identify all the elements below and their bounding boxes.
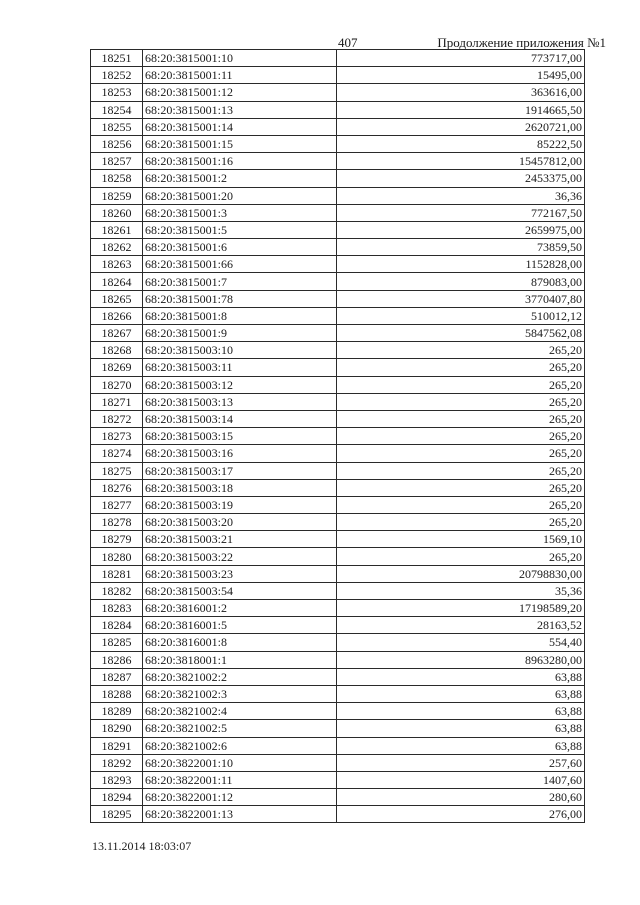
value-cell: 5847562,08 [337, 325, 585, 342]
table-row [91, 118, 585, 135]
page-number: 407 [338, 35, 358, 50]
value-cell: 17198589,20 [337, 600, 585, 617]
cadastral-number-cell: 68:20:3816001:5 [143, 617, 337, 634]
cadastral-number-cell: 68:20:3815003:17 [143, 462, 337, 479]
table-row [91, 153, 585, 170]
cadastral-number-cell: 68:20:3815003:22 [143, 548, 337, 565]
row-number-cell: 18257 [91, 153, 143, 170]
row-number-cell: 18295 [91, 806, 143, 823]
cadastral-number-cell: 68:20:3815001:20 [143, 187, 337, 204]
row-number-cell: 18274 [91, 445, 143, 462]
table-row [91, 496, 585, 513]
value-cell: 1152828,00 [337, 256, 585, 273]
row-number-cell: 18262 [91, 239, 143, 256]
row-number-cell: 18261 [91, 221, 143, 238]
row-number-cell: 18269 [91, 359, 143, 376]
table-row [91, 789, 585, 806]
table-row [91, 548, 585, 565]
row-number-cell: 18259 [91, 187, 143, 204]
cadastral-number-cell: 68:20:3821002:5 [143, 720, 337, 737]
value-cell: 28163,52 [337, 617, 585, 634]
value-cell: 20798830,00 [337, 565, 585, 582]
table-row [91, 754, 585, 771]
table-row [91, 376, 585, 393]
cadastral-number-cell: 68:20:3815003:54 [143, 582, 337, 599]
value-cell: 3770407,80 [337, 290, 585, 307]
row-number-cell: 18271 [91, 393, 143, 410]
table-row [91, 428, 585, 445]
row-number-cell: 18272 [91, 410, 143, 427]
row-number-cell: 18285 [91, 634, 143, 651]
table-row [91, 221, 585, 238]
row-number-cell: 18281 [91, 565, 143, 582]
value-cell: 773717,00 [337, 50, 585, 67]
value-cell: 35,36 [337, 582, 585, 599]
table-row [91, 651, 585, 668]
row-number-cell: 18290 [91, 720, 143, 737]
cadastral-number-cell: 68:20:3815003:11 [143, 359, 337, 376]
cadastral-number-cell: 68:20:3815001:10 [143, 50, 337, 67]
cadastral-number-cell: 68:20:3815003:16 [143, 445, 337, 462]
row-number-cell: 18276 [91, 479, 143, 496]
row-number-cell: 18254 [91, 101, 143, 118]
table-row [91, 50, 585, 67]
value-cell: 265,20 [337, 462, 585, 479]
value-cell: 2620721,00 [337, 118, 585, 135]
cadastral-number-cell: 68:20:3815003:10 [143, 342, 337, 359]
table-row [91, 668, 585, 685]
row-number-cell: 18280 [91, 548, 143, 565]
row-number-cell: 18251 [91, 50, 143, 67]
row-number-cell: 18293 [91, 771, 143, 788]
row-number-cell: 18263 [91, 256, 143, 273]
cadastral-number-cell: 68:20:3822001:11 [143, 771, 337, 788]
table-row [91, 565, 585, 582]
row-number-cell: 18256 [91, 135, 143, 152]
row-number-cell: 18289 [91, 703, 143, 720]
row-number-cell: 18270 [91, 376, 143, 393]
value-cell: 63,88 [337, 668, 585, 685]
value-cell: 1407,60 [337, 771, 585, 788]
row-number-cell: 18287 [91, 668, 143, 685]
cadastral-number-cell: 68:20:3815003:19 [143, 496, 337, 513]
registry-table-body [91, 50, 585, 823]
value-cell: 510012,12 [337, 307, 585, 324]
table-row [91, 771, 585, 788]
table-row [91, 514, 585, 531]
value-cell: 15495,00 [337, 67, 585, 84]
row-number-cell: 18255 [91, 118, 143, 135]
cadastral-number-cell: 68:20:3822001:12 [143, 789, 337, 806]
value-cell: 15457812,00 [337, 153, 585, 170]
cadastral-number-cell: 68:20:3816001:2 [143, 600, 337, 617]
cadastral-number-cell: 68:20:3818001:1 [143, 651, 337, 668]
table-row [91, 720, 585, 737]
value-cell: 2453375,00 [337, 170, 585, 187]
value-cell: 36,36 [337, 187, 585, 204]
cadastral-number-cell: 68:20:3815001:12 [143, 84, 337, 101]
value-cell: 257,60 [337, 754, 585, 771]
cadastral-number-cell: 68:20:3815001:16 [143, 153, 337, 170]
value-cell: 554,40 [337, 634, 585, 651]
cadastral-number-cell: 68:20:3815001:9 [143, 325, 337, 342]
value-cell: 280,60 [337, 789, 585, 806]
value-cell: 265,20 [337, 342, 585, 359]
table-row [91, 273, 585, 290]
cadastral-number-cell: 68:20:3821002:6 [143, 737, 337, 754]
cadastral-number-cell: 68:20:3815003:15 [143, 428, 337, 445]
table-row [91, 737, 585, 754]
row-number-cell: 18273 [91, 428, 143, 445]
cadastral-number-cell: 68:20:3815001:3 [143, 204, 337, 221]
value-cell: 8963280,00 [337, 651, 585, 668]
cadastral-number-cell: 68:20:3815001:13 [143, 101, 337, 118]
value-cell: 1914665,50 [337, 101, 585, 118]
cadastral-number-cell: 68:20:3815001:2 [143, 170, 337, 187]
table-row [91, 307, 585, 324]
table-row [91, 135, 585, 152]
row-number-cell: 18286 [91, 651, 143, 668]
value-cell: 73859,50 [337, 239, 585, 256]
value-cell: 265,20 [337, 479, 585, 496]
cadastral-number-cell: 68:20:3815003:21 [143, 531, 337, 548]
value-cell: 265,20 [337, 445, 585, 462]
value-cell: 265,20 [337, 548, 585, 565]
cadastral-number-cell: 68:20:3815003:12 [143, 376, 337, 393]
value-cell: 265,20 [337, 376, 585, 393]
table-row [91, 342, 585, 359]
row-number-cell: 18253 [91, 84, 143, 101]
value-cell: 85222,50 [337, 135, 585, 152]
cadastral-number-cell: 68:20:3815001:14 [143, 118, 337, 135]
table-row [91, 600, 585, 617]
value-cell: 265,20 [337, 496, 585, 513]
table-row [91, 256, 585, 273]
table-row [91, 462, 585, 479]
table-row [91, 67, 585, 84]
table-row [91, 479, 585, 496]
table-row [91, 359, 585, 376]
table-row [91, 445, 585, 462]
cadastral-number-cell: 68:20:3815003:14 [143, 410, 337, 427]
registry-table [90, 49, 585, 823]
table-row [91, 170, 585, 187]
timestamp: 13.11.2014 18:03:07 [92, 839, 192, 853]
table-row [91, 204, 585, 221]
row-number-cell: 18278 [91, 514, 143, 531]
value-cell: 265,20 [337, 393, 585, 410]
cadastral-number-cell: 68:20:3821002:4 [143, 703, 337, 720]
row-number-cell: 18264 [91, 273, 143, 290]
value-cell: 63,88 [337, 720, 585, 737]
table-row [91, 187, 585, 204]
row-number-cell: 18258 [91, 170, 143, 187]
row-number-cell: 18279 [91, 531, 143, 548]
cadastral-number-cell: 68:20:3815001:6 [143, 239, 337, 256]
table-row [91, 617, 585, 634]
row-number-cell: 18282 [91, 582, 143, 599]
value-cell: 1569,10 [337, 531, 585, 548]
value-cell: 63,88 [337, 703, 585, 720]
cadastral-number-cell: 68:20:3822001:13 [143, 806, 337, 823]
cadastral-number-cell: 68:20:3816001:8 [143, 634, 337, 651]
table-row [91, 84, 585, 101]
cadastral-number-cell: 68:20:3815003:18 [143, 479, 337, 496]
cadastral-number-cell: 68:20:3815003:13 [143, 393, 337, 410]
cadastral-number-cell: 68:20:3815003:20 [143, 514, 337, 531]
value-cell: 772167,50 [337, 204, 585, 221]
cadastral-number-cell: 68:20:3815001:8 [143, 307, 337, 324]
row-number-cell: 18288 [91, 685, 143, 702]
table-row [91, 685, 585, 702]
cadastral-number-cell: 68:20:3821002:3 [143, 685, 337, 702]
row-number-cell: 18252 [91, 67, 143, 84]
value-cell: 363616,00 [337, 84, 585, 101]
value-cell: 265,20 [337, 410, 585, 427]
cadastral-number-cell: 68:20:3815001:15 [143, 135, 337, 152]
row-number-cell: 18275 [91, 462, 143, 479]
row-number-cell: 18294 [91, 789, 143, 806]
table-row [91, 290, 585, 307]
table-row [91, 239, 585, 256]
value-cell: 879083,00 [337, 273, 585, 290]
table-row [91, 806, 585, 823]
table-row [91, 393, 585, 410]
table-row [91, 531, 585, 548]
row-number-cell: 18292 [91, 754, 143, 771]
table-row [91, 325, 585, 342]
row-number-cell: 18260 [91, 204, 143, 221]
row-number-cell: 18284 [91, 617, 143, 634]
row-number-cell: 18277 [91, 496, 143, 513]
table-row [91, 634, 585, 651]
row-number-cell: 18283 [91, 600, 143, 617]
row-number-cell: 18267 [91, 325, 143, 342]
row-number-cell: 18268 [91, 342, 143, 359]
cadastral-number-cell: 68:20:3822001:10 [143, 754, 337, 771]
appendix-header: Продолжение приложения №1 [437, 35, 606, 50]
cadastral-number-cell: 68:20:3821002:2 [143, 668, 337, 685]
value-cell: 265,20 [337, 514, 585, 531]
table-row [91, 410, 585, 427]
value-cell: 63,88 [337, 737, 585, 754]
row-number-cell: 18265 [91, 290, 143, 307]
cadastral-number-cell: 68:20:3815001:7 [143, 273, 337, 290]
table-row [91, 582, 585, 599]
registry-table-container [90, 49, 584, 823]
cadastral-number-cell: 68:20:3815001:11 [143, 67, 337, 84]
cadastral-number-cell: 68:20:3815001:78 [143, 290, 337, 307]
value-cell: 2659975,00 [337, 221, 585, 238]
row-number-cell: 18266 [91, 307, 143, 324]
value-cell: 276,00 [337, 806, 585, 823]
value-cell: 63,88 [337, 685, 585, 702]
table-row [91, 101, 585, 118]
row-number-cell: 18291 [91, 737, 143, 754]
table-row [91, 703, 585, 720]
value-cell: 265,20 [337, 359, 585, 376]
cadastral-number-cell: 68:20:3815001:66 [143, 256, 337, 273]
cadastral-number-cell: 68:20:3815003:23 [143, 565, 337, 582]
cadastral-number-cell: 68:20:3815001:5 [143, 221, 337, 238]
value-cell: 265,20 [337, 428, 585, 445]
